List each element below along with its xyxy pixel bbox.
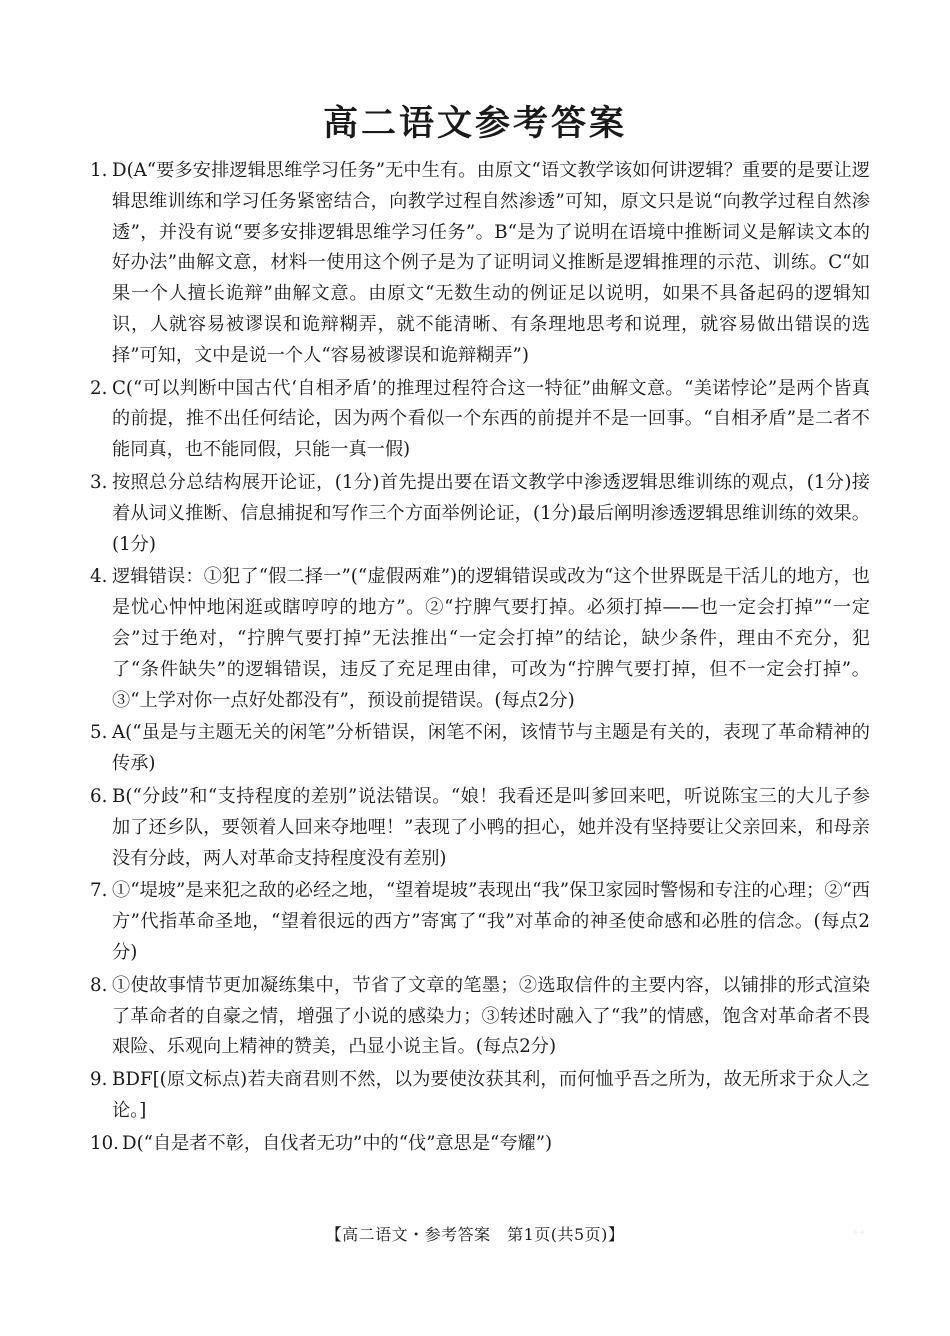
answer-number: 5. [90,722,108,744]
answer-number: 7. [90,880,108,902]
answer-item [90,876,870,968]
page-title: 高二语文参考答案 [322,104,627,144]
corner-mark: ⁘⁘ [852,1228,866,1237]
answer-number: 1. [90,160,108,181]
answer-item [90,971,870,1063]
answer-text: A(“虽是与主题无关的闲笔”分析错误，闲笔不闲，该情节与主题是有关的，表现了革命精神的传承) [112,722,870,775]
answer-number: 3. [90,471,108,493]
answer-item [90,156,870,372]
answer-item [90,1129,870,1160]
answer-number: 2. [90,377,108,399]
answer-number: 10. [90,1132,119,1154]
answer-number: 4. [90,566,108,588]
answer-item [90,468,870,560]
answer-item [90,374,870,466]
answer-text: ①“堤坡”是来犯之敌的必经之地，“望着堤坡”表现出“我”保卫家园时警惕和专注的心理；②“西方”代指革命圣地，“望着很远的西方”寄寓了“我”对革命的神圣使命感和必胜的信念。(每点2分) [112,880,870,963]
answer-text: C(“可以判断中国古代‘自相矛盾’的推理过程符合这一特征”曲解文意。“美诺悖论”是两个皆真的前提，推不出任何结论，因为两个看似一个东西的前提并不是一回事。“自相矛盾”是二者不能同真，也不能同假，只能一真一假) [112,377,870,461]
answer-number: 8. [90,974,108,996]
answer-text: 按照总分总结构展开论证，(1分)首先提出要在语文教学中渗透逻辑思维训练的观点，(1分)接着从词义推断、信息捕捉和写作三个方面举例论证，(1分)最后阐明渗透逻辑思维训练的效果。(1分) [112,471,870,555]
answer-item [90,718,870,780]
answer-text: D(A“要多安排逻辑思维学习任务”无中生有。由原文“语文教学该如何讲逻辑？重要的是要让逻辑思维训练和学习任务紧密结合，向教学过程自然渗透”可知，原文只是说“向教学过程自然渗透”，并没有说“要多安排逻辑思维学习任务”。B“是为了说明在语境中推断词义是解读文本的好办法”曲解文意，材料一使用这个例子是为了证明词义推断是逻辑推理的示范、训练。C“如果一个人擅长诡辩”曲解文意。由原文“无数生动的例证足以说明，如果不具备起码的逻辑知识，人就容易被谬误和诡辩糊弄，就不能清晰、有条理地思考和说理，就容易做出错误的选择”可知，文中是说一个人“容易被谬误和诡辩糊弄”) [112,160,870,366]
page-footer: 【高二语文・参考答案 第1页(共5页)】 [325,1225,625,1244]
answer-text: 逻辑错误：①犯了“假二择一”(“虚假两难”)的逻辑错误或改为“这个世界既是干活儿的地方，也是忧心忡忡地闲逛或瞎哼哼的地方”。②“拧脾气要打掉。必须打掉——也一定会打掉”“一定会”过于绝对，“拧脾气要打掉”无法推出“一定会打掉”的结论，缺少条件，理由不充分，犯了“条件缺失”的逻辑错误，违反了充足理由律，可改为“拧脾气要打掉，但不一定会打掉”。③“上学对你一点好处都没有”，预设前提错误。(每点2分) [112,566,870,711]
answer-number: 9. [90,1069,108,1091]
answer-item [90,782,870,874]
answer-number: 6. [90,785,108,807]
answer-item [90,562,870,716]
answer-text: D(“自是者不彰，自伐者无功”中的“伐”意思是“夸耀”) [122,1132,553,1154]
answer-text: BDF[(原文标点)若夫商君则不然，以为要使汝获其利，而何恤乎吾之所为，故无所求于众人之论。] [112,1069,870,1121]
answer-list [90,156,870,1162]
answer-item [90,1065,870,1127]
answer-text: ①使故事情节更加凝练集中，节省了文章的笔墨；②选取信件的主要内容，以铺排的形式渲染了革命者的自豪之情，增强了小说的感染力；③转述时融入了“我”的情感，饱含对革命者不畏艰险、乐观向上精神的赞美，凸显小说主旨。(每点2分) [112,974,870,1058]
answer-text: B(“分歧”和“支持程度的差别”说法错误。“娘！我看还是叫爹回来吧，听说陈宝三的大儿子参加了还乡队，要领着人回来夺地哩！”表现了小鸭的担心，她并没有坚持要让父亲回来，和母亲没有分歧，两人对革命支持程度没有差别) [112,785,870,869]
